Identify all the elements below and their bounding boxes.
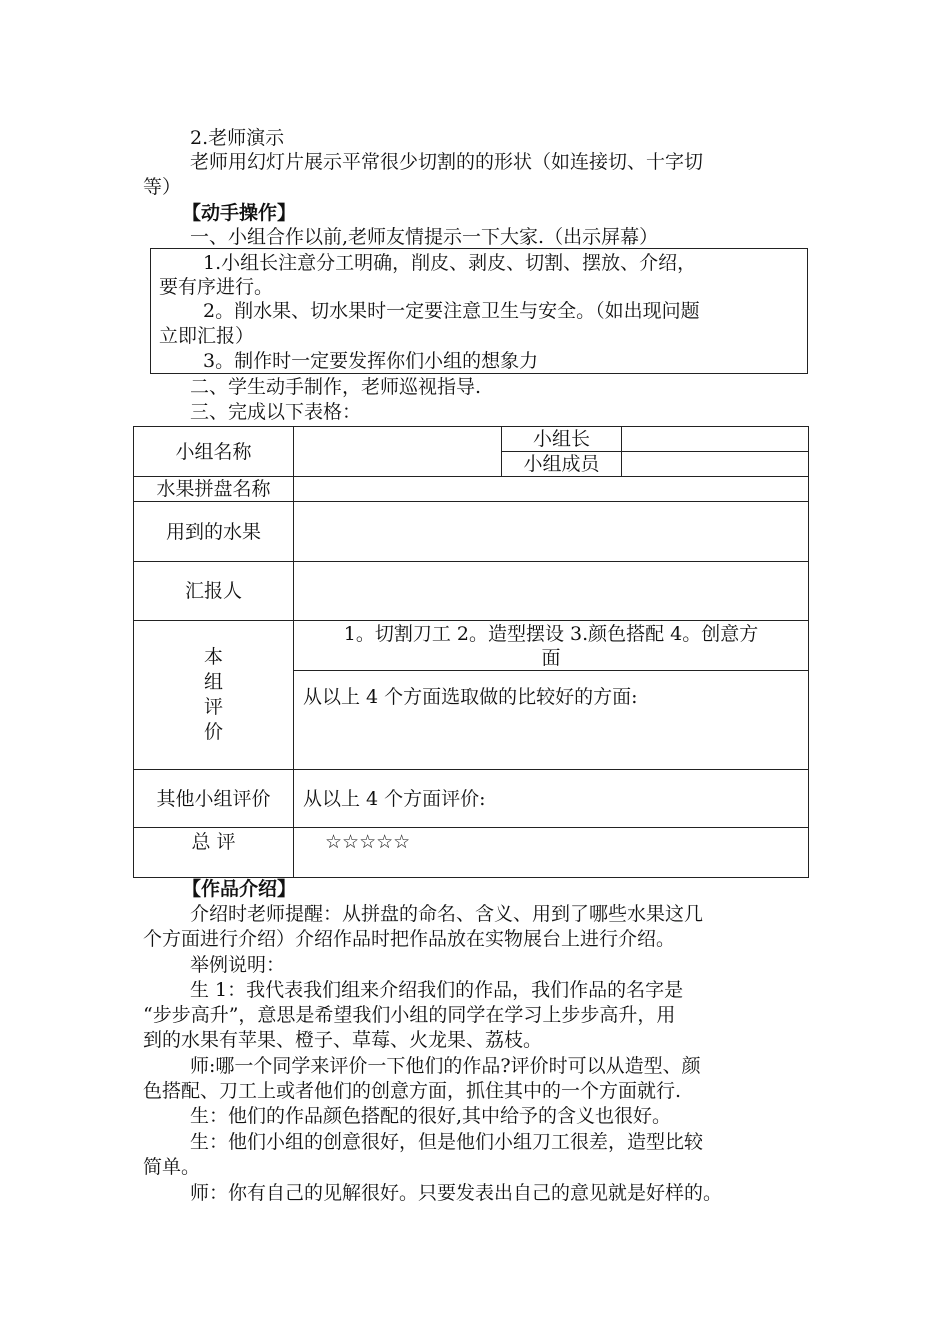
label-group-name: 小组名称 (134, 427, 294, 477)
intro-heading: 【作品介绍】 (182, 878, 297, 900)
field-leader[interactable] (622, 427, 809, 452)
intro-line: 个方面进行介绍）介绍作品时把作品放在实物展台上进行介绍。 (143, 928, 676, 950)
intro-line: “步步高升”，意思是希望我们小组的同学在学习上步步高升，用 (143, 1004, 676, 1026)
tip-line: 1.小组长注意分工明确，削皮、剥皮、切割、摆放、介绍， (203, 252, 697, 274)
tip-line: 3。制作时一定要发挥你们小组的想象力 (203, 350, 539, 372)
field-other-eval[interactable] (294, 770, 809, 828)
tip-line: 要有序进行。 (159, 276, 274, 298)
intro-line: 师：你有自己的见解很好。只要发表出自己的意见就是好样的。 (190, 1182, 723, 1204)
hands-on-step-1: 一、小组合作以前,老师友情提示一下大家.（出示屏幕） (190, 226, 659, 248)
label-fruits-used: 用到的水果 (134, 502, 294, 562)
hands-on-step-2: 二、学生动手制作，老师巡视指导. (190, 376, 482, 398)
evaluation-form (133, 426, 809, 878)
star-rating[interactable]: ☆☆☆☆☆ (325, 831, 411, 853)
self-eval-char: 价 (203, 721, 223, 743)
other-eval-prompt: 从以上 4 个方面评价: (303, 787, 486, 810)
criteria-line: 1。切割刀工 2。造型摆设 3.颜色搭配 4。创意方 (343, 622, 759, 645)
intro-line: 简单。 (143, 1156, 201, 1178)
field-platter-name[interactable] (294, 477, 809, 502)
tip-line: 立即汇报） (159, 325, 255, 347)
field-self-eval[interactable] (294, 671, 809, 770)
intro-line: 到的水果有苹果、橙子、草莓、火龙果、荔枝。 (143, 1029, 543, 1051)
intro-line: 举例说明： (190, 954, 286, 976)
self-eval-char: 评 (203, 696, 223, 718)
hands-on-step-3: 三、完成以下表格： (190, 401, 362, 423)
demo-heading: 2.老师演示 (190, 127, 285, 149)
intro-line: 色搭配、刀工上或者他们的创意方面，抓住其中的一个方面就行. (143, 1080, 682, 1102)
label-overall: 总 评 (134, 828, 294, 878)
criteria-line: 面 (541, 646, 561, 669)
demo-text-line-2: 等） (143, 176, 182, 198)
field-group-name[interactable] (294, 427, 502, 477)
label-reporter: 汇报人 (134, 562, 294, 621)
label-members: 小组成员 (502, 452, 622, 477)
label-leader: 小组长 (502, 427, 622, 452)
intro-line: 生：他们小组的创意很好，但是他们小组刀工很差，造型比较 (190, 1131, 704, 1153)
field-reporter[interactable] (294, 562, 809, 621)
field-fruits-used[interactable] (294, 502, 809, 562)
hands-on-heading: 【动手操作】 (182, 202, 297, 224)
label-self-eval (134, 621, 294, 770)
intro-line: 师:哪一个同学来评价一下他们的作品?评价时可以从造型、颜 (190, 1055, 701, 1077)
field-overall[interactable] (294, 828, 809, 878)
field-members[interactable] (622, 452, 809, 477)
tip-line: 2。削水果、切水果时一定要注意卫生与安全。（如出现问题 (203, 300, 700, 322)
label-platter-name: 水果拼盘名称 (134, 477, 294, 502)
intro-line: 生 1：我代表我们组来介绍我们的作品，我们作品的名字是 (190, 979, 684, 1001)
criteria-cell (294, 621, 809, 671)
intro-line: 生：他们的作品颜色搭配的很好,其中给予的含义也很好。 (190, 1105, 672, 1127)
self-eval-char: 组 (203, 671, 223, 693)
self-eval-prompt: 从以上 4 个方面选取做的比较好的方面: (303, 686, 638, 708)
label-other-eval: 其他小组评价 (134, 770, 294, 828)
self-eval-char: 本 (203, 646, 223, 668)
intro-line: 介绍时老师提醒：从拼盘的命名、含义、用到了哪些水果这几 (190, 903, 704, 925)
demo-text-line-1: 老师用幻灯片展示平常很少切割的的形状（如连接切、十字切 (190, 151, 704, 173)
